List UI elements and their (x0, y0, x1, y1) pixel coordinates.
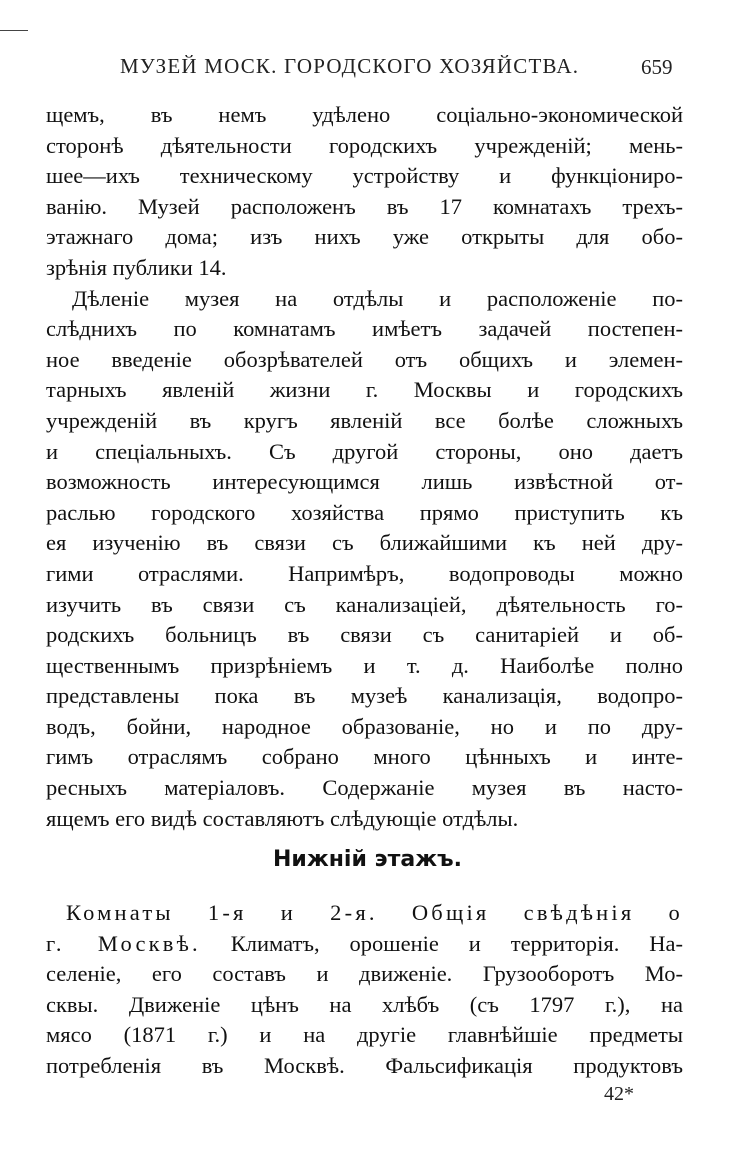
text-line: сторонѣ дѣятельности городскихъ учрежденій; мень- (46, 132, 683, 158)
text-line: ванію. Музей расположенъ въ 17 комнатахъ трехъ- (46, 193, 683, 219)
text-line: тарныхъ явленій жизни г. Москвы и городскихъ (46, 377, 683, 403)
text-line: возможность интересующимся лишь извѣстной от- (46, 469, 683, 495)
section-body (46, 898, 683, 1082)
text-line: водъ, бойни, народное образованіе, но и по дру- (46, 713, 683, 739)
text-line: ящемъ его видѣ составляютъ слѣдующіе отдѣлы. (46, 805, 519, 831)
text-line (46, 929, 683, 960)
text-line: ное введеніе обозрѣвателей отъ общихъ и элемен- (46, 346, 683, 372)
text-line: сквы. Движеніе цѣнъ на хлѣбъ (съ 1797 г.), на (46, 991, 683, 1017)
scan-edge-mark (0, 30, 28, 31)
text-line: ея изученію въ связи съ ближайшими къ ней дру- (46, 530, 683, 556)
room-title-tail: г. Москвѣ. (46, 930, 201, 956)
text-line: гими отраслями. Напримѣръ, водопроводы можно (46, 560, 683, 586)
body-text (46, 100, 683, 834)
text-line: шее—ихъ техническому устройству и функціониро- (46, 163, 683, 189)
page-number: 659 (641, 55, 673, 79)
text-line: щественнымъ призрѣніемъ и т. д. Наиболѣе полно (46, 652, 683, 678)
text-line: представлены пока въ музеѣ канализація, водопро- (46, 683, 683, 709)
printer-signature-mark: 42* (604, 1083, 634, 1105)
text-line: родскихъ больницъ въ связи съ санитаріей и об- (46, 622, 683, 648)
text-line: изучить въ связи съ канализаціей, дѣятельность го- (46, 591, 683, 617)
text-line: слѣднихъ по комнатамъ имѣетъ задачей постепен- (46, 316, 683, 342)
text-line: раслью городского хозяйства прямо приступить къ (46, 499, 683, 525)
running-header (0, 54, 735, 84)
text-line: ресныхъ матеріаловъ. Содержаніе музея въ насто- (46, 775, 683, 801)
text-line: мясо (1871 г.) и на другіе главнѣйшіе предметы (46, 1022, 683, 1048)
section-heading: Нижній этажъ. (273, 847, 462, 872)
text-line: щемъ, въ немъ удѣлено соціально-экономической (46, 102, 683, 127)
room-title-line: Комнаты 1-я и 2-я. Общія свѣдѣнія о (66, 900, 683, 925)
paragraph-first-line: Дѣленіе музея на отдѣлы и расположеніе по- (72, 285, 683, 311)
text-line: и спеціальныхъ. Съ другой стороны, оно даетъ (46, 438, 683, 464)
running-title: МУЗЕЙ МОСК. ГОРОДСКОГО ХОЗЯЙСТВА. (120, 54, 580, 78)
text-line: селеніе, его составъ и движеніе. Грузооборотъ Мо- (46, 961, 683, 987)
text-line: потребленія въ Москвѣ. Фальсификація продуктовъ (46, 1052, 683, 1078)
text-line: зрѣнія публики 14. (46, 254, 227, 280)
text-line: гимъ отраслямъ собрано много цѣнныхъ и инте- (46, 744, 683, 770)
text-fragment: Климатъ, орошеніе и территорія. На- (230, 930, 683, 956)
text-line: учрежденій въ кругъ явленій все болѣе сложныхъ (46, 407, 683, 433)
text-line: этажнаго дома; изъ нихъ уже открыты для обо- (46, 224, 683, 250)
